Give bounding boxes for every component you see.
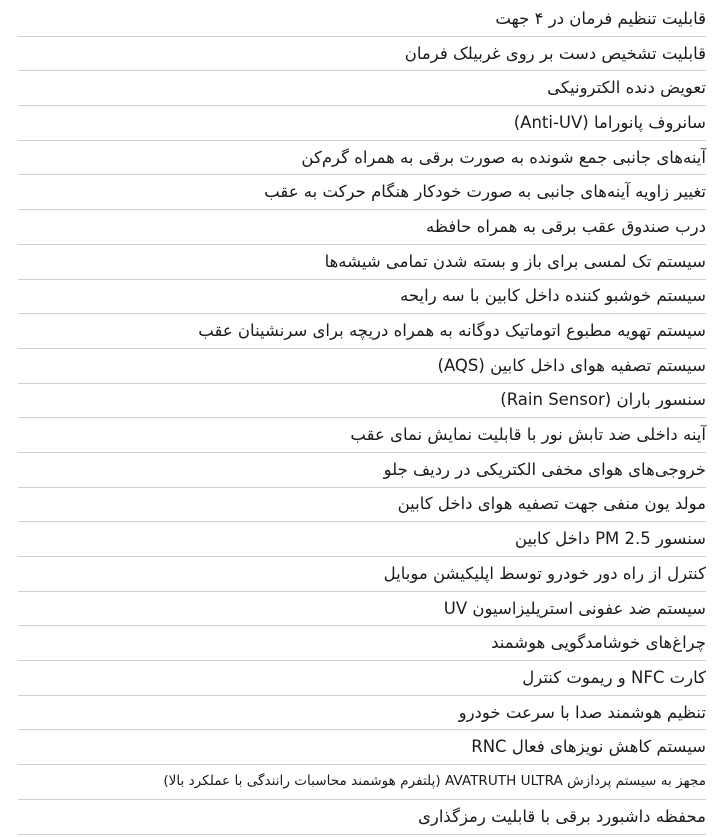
list-item	[18, 349, 706, 384]
feature-text: سیستم خوشبو کننده داخل کابین با سه رایحه	[400, 286, 706, 306]
feature-text: درب صندوق عقب برقی به همراه حافظه	[426, 216, 706, 236]
feature-text: تعویض دنده الکترونیکی	[547, 77, 706, 97]
list-item	[18, 384, 706, 419]
feature-text: سانروف پانوراما (Anti-UV)	[513, 112, 706, 132]
feature-text: محفظه داشبورد برقی با قابلیت رمزگذاری	[417, 806, 706, 826]
list-item	[18, 730, 706, 765]
list-item	[18, 488, 706, 523]
list-item	[18, 592, 706, 627]
feature-text: سیستم تصفیه هوای داخل کابین (AQS)	[437, 355, 706, 375]
feature-text: مجهز به سیستم پردازش AVATRUTH ULTRA (پلتفرم هوشمند محاسبات رانندگی با عملکرد بالا)	[163, 773, 706, 790]
feature-text: قابلیت تنظیم فرمان در ۴ جهت	[495, 8, 706, 28]
list-item	[18, 696, 706, 731]
list-item	[18, 314, 706, 349]
feature-text: تغییر زاویه آینه‌های جانبی به صورت خودکار هنگام حرکت به عقب	[264, 182, 706, 202]
feature-text: قابلیت تشخیص دست بر روی غربیلک فرمان	[404, 43, 706, 63]
list-item	[18, 280, 706, 315]
feature-text: مولد یون منفی جهت تصفیه هوای داخل کابین	[397, 494, 706, 514]
list-item	[18, 557, 706, 592]
list-item	[18, 245, 706, 280]
list-item	[18, 106, 706, 141]
feature-text: آینه داخلی ضد تابش نور با قابلیت نمایش نمای عقب	[350, 424, 706, 444]
feature-text: تنظیم هوشمند صدا با سرعت خودرو	[458, 702, 706, 722]
list-item	[18, 661, 706, 696]
features-list	[0, 2, 724, 835]
list-item	[18, 522, 706, 557]
feature-text: چراغ‌های خوشامدگویی هوشمند	[491, 632, 706, 652]
feature-text: سیستم کاهش نویزهای فعال RNC	[471, 737, 706, 757]
feature-text: سنسور باران (Rain Sensor)	[500, 390, 706, 410]
feature-text: سیستم تک لمسی برای باز و بسته شدن تمامی شیشه‌ها	[324, 251, 706, 271]
list-item	[18, 626, 706, 661]
feature-text: کنترل از راه دور خودرو توسط اپلیکیشن موبایل	[383, 563, 706, 583]
list-item	[18, 453, 706, 488]
feature-text: خروجی‌های هوای مخفی الکتریکی در ردیف جلو	[383, 459, 706, 479]
list-item	[18, 175, 706, 210]
list-item	[18, 71, 706, 106]
feature-text: سیستم ضد عفونی استریلیزاسیون UV	[443, 598, 706, 618]
list-item	[18, 418, 706, 453]
feature-text: سنسور PM 2.5 داخل کابین	[514, 528, 706, 548]
list-item	[18, 800, 706, 835]
list-item	[18, 765, 706, 800]
feature-text: کارت NFC و ریموت کنترل	[522, 667, 706, 687]
list-item	[18, 210, 706, 245]
feature-text: سیستم تهویه مطبوع اتوماتیک دوگانه به همراه دریچه برای سرنشینان عقب	[198, 320, 706, 340]
list-item	[18, 141, 706, 176]
feature-text: آینه‌های جانبی جمع شونده به صورت برقی به همراه گرم‌کن	[301, 147, 706, 167]
list-item	[18, 2, 706, 37]
list-item	[18, 37, 706, 72]
